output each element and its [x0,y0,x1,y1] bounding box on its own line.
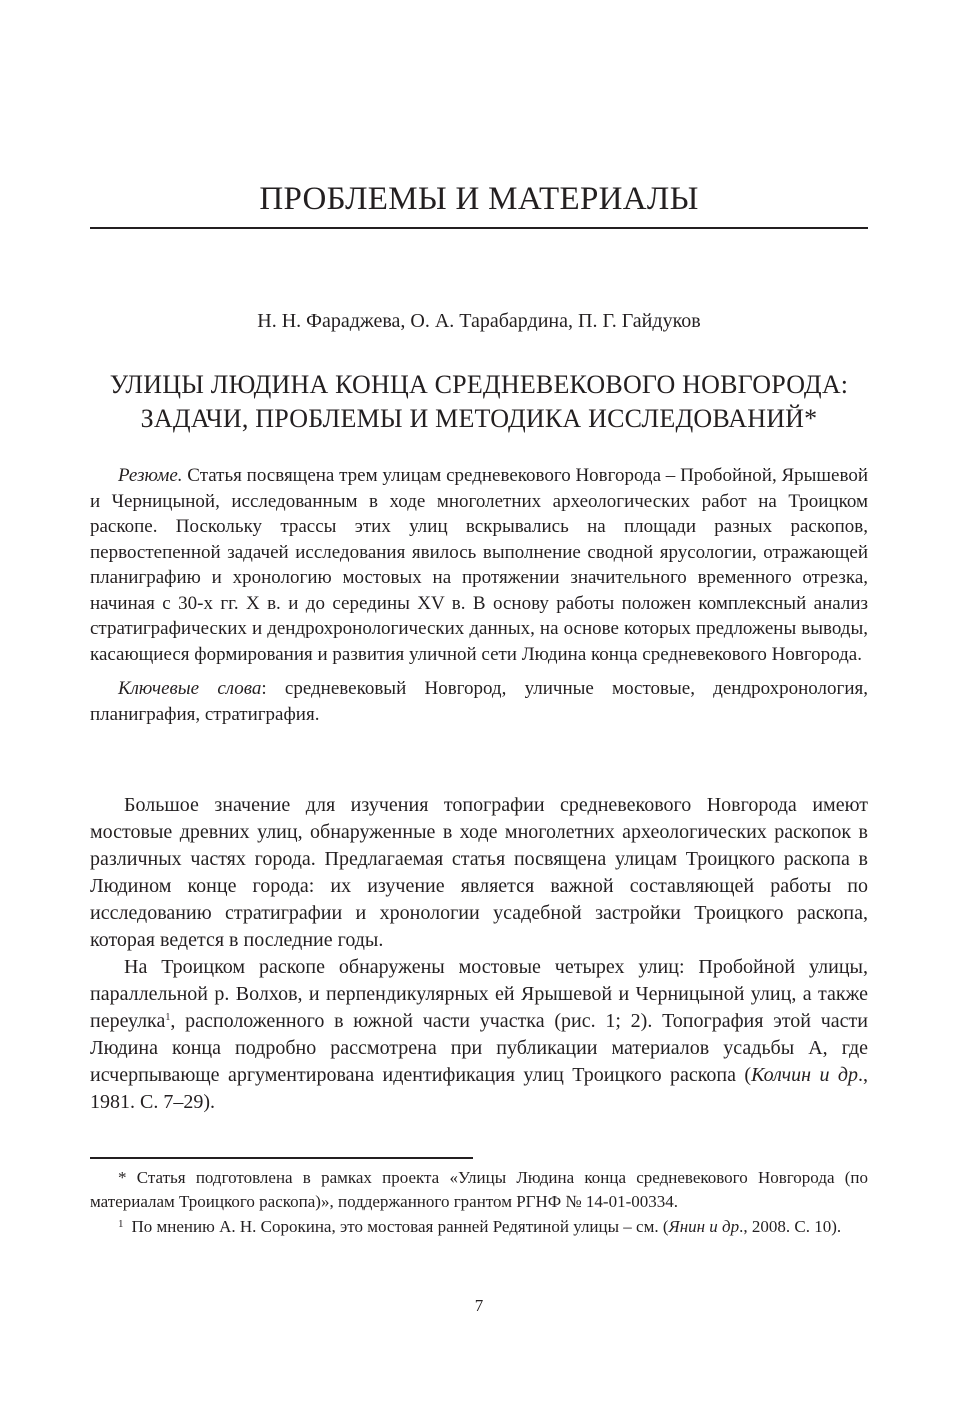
footnote-1-mark: * [118,1168,127,1187]
section-heading: ПРОБЛЕМЫ И МАТЕРИАЛЫ [259,181,699,217]
footnote-2-mark: 1 [118,1218,124,1230]
citation-yanin: Янин и др [668,1217,740,1236]
body-paragraph-2 [90,954,868,1116]
body-paragraph-1: Большое значение для изучения топографии средневекового Новгорода имеют мостовые древних улиц, обнаруженные в ходе многолетних археологических раскопок в различных частях города. Предлагаемая статья посвящена улицам Троицкого раскопа в Людином конце города: их изучение является важной составляющей работы по исследованию стратиграфии и хронологии усадебной застройки Троицкого раскопа, которая ведется в последние годы. [90,794,868,951]
body-paragraph-2-part-1: На Троицком раскопе обнаружены мостовые четырех улиц: Пробойной улицы, параллельной р. Волхов, и перпендикулярных ей Ярышевой и Черницыной улиц, а также переулка [90,956,868,1032]
citation-kolchin: Колчин и др [751,1064,858,1086]
body-paragraph-2-part-2: , расположенного в южной части участка (рис. 1; 2). Топография этой части Людина конца подробно рассмотрена при публикации материалов усадьбы А, где исчерпывающе аргументирована идентификация улиц Троицкого раскопа ( [90,1010,868,1086]
article-authors: Н. Н. Фараджева, О. А. Тарабардина, П. Г. Гайдуков [257,310,701,332]
footnote-2 [90,1213,868,1239]
footnote-divider [90,1157,473,1159]
footnote-1-text: Статья подготовлена в рамках проекта «Улицы Людина конца средневекового Новгорода (по материалам Троицкого раскопа)», поддержанного грантом РГНФ № 14-01-00334. [90,1168,869,1211]
footnote-reference-1: 1 [165,1012,171,1023]
footnotes-block [90,1166,868,1239]
footnote-2-text: По мнению А. Н. Сорокина, это мостовая ранней Редятиной улицы – см. ( [131,1217,669,1236]
abstract-text: Статья посвящена трем улицам средневекового Новгорода – Пробойной, Ярышевой и Черницыной, исследованным в ходе многолетних археологических работ на Троицком раскопе. Поскольку трассы этих улиц вскрывались на площади разных раскопов, первостепенной задачей исследования явилось выполнение сводной ярусологии, отражающей планиграфию и хронологию мостовых на протяжении значительного временного отрезка, начиная с 30-х гг. X в. и до середины XV в. В основу работы положен комплексный анализ стратиграфических и дендрохронологических данных, на основе которых предложены выводы, касающиеся формирования и развития уличной сети Людина конца средневекового Новгорода. [90,465,868,665]
article-title-line-1: УЛИЦЫ ЛЮДИНА КОНЦА СРЕДНЕВЕКОВОГО НОВГОРОДА: [109,370,849,399]
abstract-block [90,463,868,727]
keywords-label: Ключевые слова [118,678,262,699]
body-paragraph-2-part-3: ., 1981. С. 7–29). [90,1064,868,1113]
abstract-label: Резюме. [118,465,183,486]
article-title-line-2: ЗАДАЧИ, ПРОБЛЕМЫ И МЕТОДИКА ИССЛЕДОВАНИЙ* [140,404,818,433]
footnote-1 [90,1166,868,1213]
keywords-text: : средневековый Новгород, уличные мостовые, дендрохронология, планиграфия, стратиграфия. [90,678,868,725]
article-title [90,368,868,436]
keywords-paragraph [90,676,868,727]
article-body [90,792,868,1116]
footnote-2-tail: ., 2008. С. 10). [739,1217,842,1236]
abstract-paragraph [90,463,868,667]
page-number: 7 [474,1296,484,1315]
section-divider [90,227,868,229]
